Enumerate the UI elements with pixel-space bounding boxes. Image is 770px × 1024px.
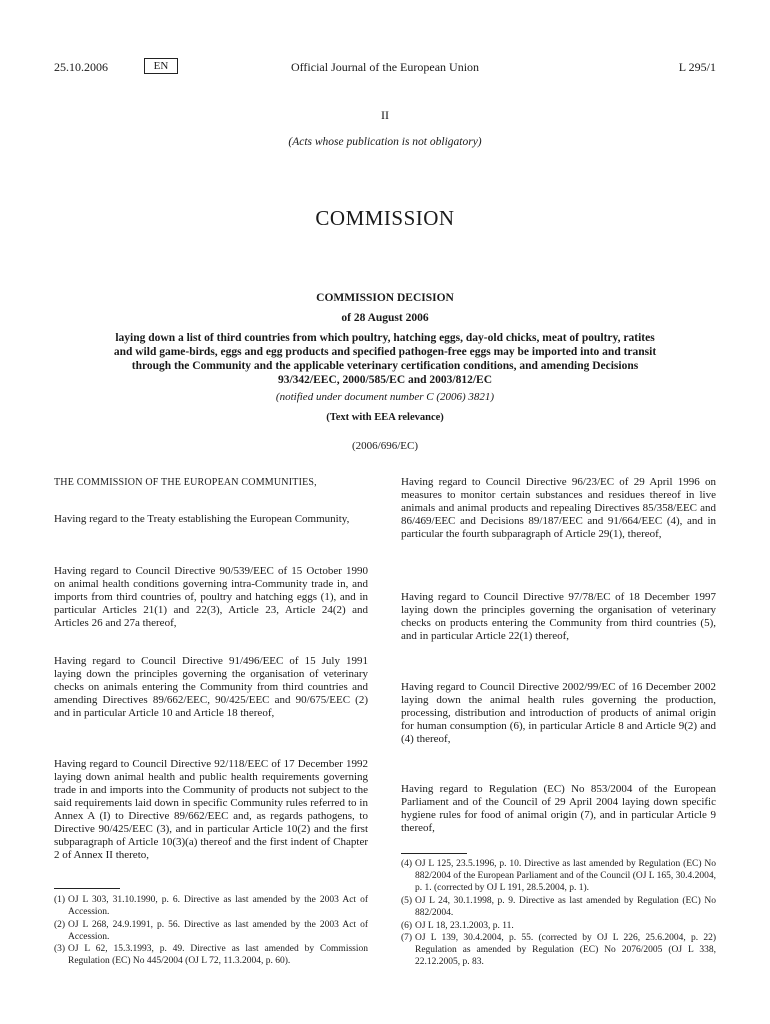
citation-paragraph: Having regard to the Treaty establishing the European Community, [54, 513, 350, 525]
footnote-rule [54, 888, 120, 889]
language-badge: EN [144, 58, 178, 74]
footnote-item [54, 943, 368, 967]
footnote-text: OJ L 18, 23.1.2003, p. 11. [415, 921, 514, 931]
footnote-item [54, 894, 368, 918]
citation-paragraph: Having regard to Council Directive 91/496/EEC of 15 July 1991 laying down the principles governing the organisation of veterinary checks on animals entering the Community from third countries and amending Directives 89/662/EEC, 90/425/EEC and 90/675/EEC (2) and in particular Article 10 and Article 18 thereof, [54, 655, 368, 719]
citation-paragraph: Having regard to Regulation (EC) No 853/2004 of the European Parliament and of the Council of 29 April 2004 laying down specific hygiene rules for food of animal origin (7), and in particular Article 9 thereof, [401, 783, 716, 834]
acts-note: (Acts whose publication is not obligatory) [288, 136, 482, 148]
citation-paragraph: Having regard to Council Directive 2002/99/EC of 16 December 2002 laying down the animal health rules governing the production, processing, distribution and introduction of products of animal origin for human consumption (6), in particular Article 8 and Article 9(2) and (4) thereof, [401, 681, 716, 745]
footnote-number: (4) [401, 859, 413, 869]
footnote-text: OJ L 62, 15.3.1993, p. 49. Directive as last amended by Commission Regulation (EC) No 445/2004 (OJ L 72, 11.3.2004, p. 60). [68, 944, 368, 966]
footnote-item [401, 920, 716, 932]
footnote-number: (3) [54, 944, 66, 954]
footnote-item [401, 932, 716, 968]
footnote-rule [401, 853, 467, 854]
part-number: II [381, 108, 389, 122]
footnote-number: (1) [54, 895, 66, 905]
footnote-item [54, 919, 368, 943]
institution-heading: COMMISSION [315, 206, 455, 230]
footnote-text: OJ L 268, 24.9.1991, p. 56. Directive as last amended by the 2003 Act of Accession. [68, 920, 368, 942]
preamble-intro: THE COMMISSION OF THE EUROPEAN COMMUNITIES, [54, 477, 317, 488]
citation-paragraph: Having regard to Council Directive 96/23/EC of 29 April 1996 on measures to monitor certain substances and residues thereof in live animals and animal products and repealing Directives 85/358/EEC and 86/469/EEC and Decisions 89/187/EEC and 91/664/EEC (4), and in particular the fourth subparagraph of Article 29(1), thereof, [401, 476, 716, 540]
footnote-item [401, 895, 716, 919]
footnote-text: OJ L 303, 31.10.1990, p. 6. Directive as last amended by the 2003 Act of Accession. [68, 895, 368, 917]
citation-paragraph: Having regard to Council Directive 97/78/EC of 18 December 1997 laying down the principles governing the organisation of veterinary checks on products entering the Community from third countries (5), and in particular Article 22(1) thereof, [401, 591, 716, 642]
page-reference: L 295/1 [678, 60, 716, 74]
footnote-text: OJ L 24, 30.1.1998, p. 9. Directive as last amended by Regulation (EC) No 882/2004. [415, 896, 716, 918]
footnote-text: OJ L 125, 23.5.1996, p. 10. Directive as last amended by Regulation (EC) No 882/2004 of the European Parliament and of the Council (OJ L 165, 30.4.2004, p. 1. (corrected by OJ L 191, 28.5.2004, p. 1). [415, 859, 716, 893]
footnote-number: (5) [401, 896, 413, 906]
left-column [54, 0, 368, 1024]
decision-date: of 28 August 2006 [341, 312, 429, 324]
citation-paragraph: Having regard to Council Directive 90/539/EEC of 15 October 1990 on animal health conditions governing intra-Community trade in, and imports from third countries of, poultry and hatching eggs (1), and in particular Articles 21(1) and 22(3), Article 23, Article 24(2) and Articles 26 and 27a thereof, [54, 565, 368, 629]
decision-number: (2006/696/EC) [352, 440, 418, 452]
decision-title: COMMISSION DECISION [316, 292, 454, 304]
notified-note: (notified under document number C (2006) 3821) [275, 391, 495, 403]
eea-relevance: (Text with EEA relevance) [326, 412, 444, 423]
footnote-item [401, 858, 716, 894]
journal-title: Official Journal of the European Union [290, 60, 480, 74]
footnote-number: (6) [401, 921, 413, 931]
decision-subject: laying down a list of third countries from which poultry, hatching eggs, day-old chicks, meat of poultry, ratites and wild game-birds, eggs and egg products and specified pathogen-free eggs may be imported into and transit through the Community and the applicable veterinary certification conditions, and amending Decisions 93/342/EEC, 2000/585/EC and 2003/812/EC [113, 332, 657, 386]
publication-date: 25.10.2006 [54, 60, 108, 74]
citation-paragraph: Having regard to Council Directive 92/118/EEC of 17 December 1992 laying down animal health and public health requirements governing trade in and imports into the Community of products not subject to the said requirements laid down in specific Community rules referred to in Annex A (I) to Directive 89/662/EEC and, as regards pathogens, to Directive 90/425/EEC (3), and in particular Article 10(2) and the first subparagraph of Article 10(3)(a) thereof and the first indent of Chapter 2 of Annex II thereto, [54, 758, 368, 861]
footnote-number: (7) [401, 933, 413, 943]
footnote-number: (2) [54, 920, 66, 930]
footnote-text: OJ L 139, 30.4.2004, p. 55. (corrected by OJ L 226, 25.6.2004, p. 22) Regulation as amended by Regulation (EC) No 2076/2005 (OJ L 338, 22.12.2005, p. 83. [415, 933, 716, 967]
